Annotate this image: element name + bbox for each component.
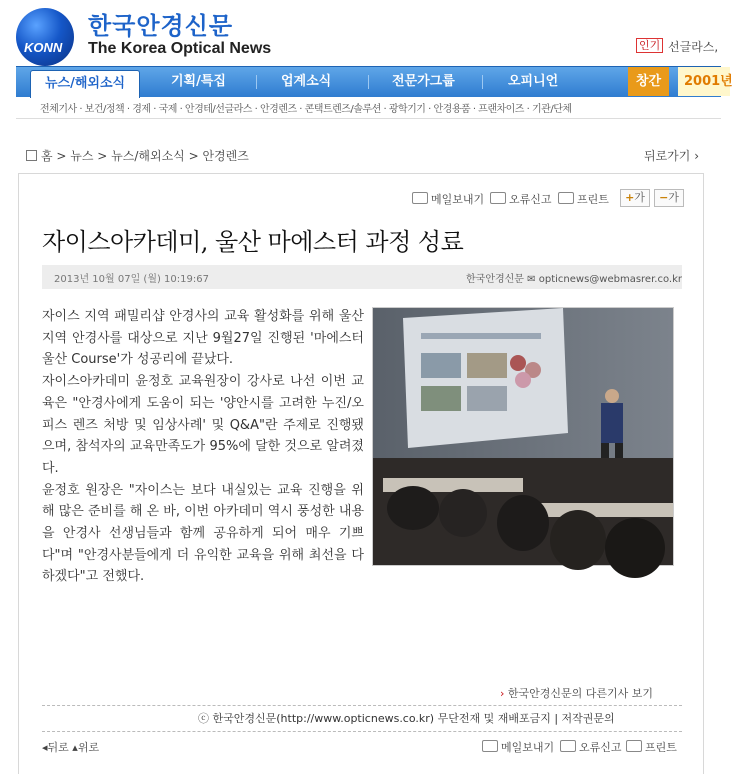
sub-nav-links[interactable]: 전체기사 · 보건/정책 · 경제 · 국제 · 안경테/선글라스 · 안경렌즈 · 콘택트렌즈/솔루션 · 광학기기 · 안경용품 · 프랜차이즈 · 기관/단체: [40, 104, 572, 115]
font-smaller-button[interactable]: [654, 189, 684, 207]
nav-tab-news[interactable]: 뉴스/해외소식: [30, 70, 140, 98]
divider: [16, 118, 721, 119]
nav-divider: [368, 75, 369, 89]
error-report-icon: [560, 740, 576, 752]
site-logo-english[interactable]: The Korea Optical News: [88, 40, 272, 57]
triangle-up-icon: ▴: [72, 741, 78, 754]
article-byline: [466, 270, 682, 285]
article-paragraph: 자이스 지역 패밀리샵 안경사의 교육 활성화를 위해 울산 지역 안경사를 대상으로 지난 9월27일 진행된 '마에스터 울산 Course'가 성공리에 끝났다.: [42, 309, 364, 368]
minus-icon: −: [659, 191, 669, 204]
popular-keyword-link[interactable]: 선글라스,: [668, 40, 719, 54]
bullet-arrow-icon: ›: [500, 687, 505, 700]
breadcrumb-news[interactable]: 뉴스: [70, 149, 94, 163]
article-paragraph: 윤정호 원장은 "자이스는 보다 내실있는 교육 진행을 위해 많은 준비를 해 온 바, 이번 아카데미 역시 풍성한 내용을 안경사 선생님들과 함께 공유하게 되어 매우 기쁘다"며 "안경사분들에게 더 유익한 교육을 위해 최선을 다하겠다"고 전했다.: [42, 482, 364, 585]
article-paragraph: 자이스아카데미 윤정호 교육원장이 강사로 나선 이번 교육은 "안경사에게 도움이 되는 '양안시를 고려한 누진/오피스 렌즈 처방 및 임상사례' 및 Q&A"란 주제로 진행됐으며, 참석자의 교육만족도가 95%에 달한 것으로 알려졌다.: [42, 374, 364, 476]
nav-tab-opinion[interactable]: 오피니언: [508, 74, 559, 89]
popular-badge: 인기: [636, 38, 663, 53]
font-smaller-label: 가: [668, 191, 679, 204]
article-title: 자이스아카데미, 울산 마에스터 과정 성료: [42, 228, 464, 256]
more-articles-link[interactable]: [500, 685, 653, 701]
main-nav: [16, 66, 721, 97]
print-icon: [626, 740, 642, 752]
email-button[interactable]: [412, 191, 484, 207]
go-back-link[interactable]: [644, 147, 699, 164]
breadcrumb: 홈 > 뉴스 > 뉴스/해외소식 > 안경렌즈: [26, 147, 249, 164]
nav-divider: [482, 75, 483, 89]
divider: [42, 705, 682, 706]
print-label: 프린트: [645, 741, 677, 754]
article-photo: [372, 307, 674, 566]
error-report-icon: [490, 192, 506, 204]
go-back-label: 뒤로가기: [644, 149, 691, 163]
print-icon: [558, 192, 574, 204]
font-larger-button[interactable]: [620, 189, 650, 207]
divider: [42, 731, 682, 732]
article-source: 한국안경신문: [466, 274, 524, 285]
triangle-left-icon: ◂: [42, 741, 48, 754]
camera-icon: [482, 740, 498, 752]
breadcrumb-lens[interactable]: 안경렌즈: [202, 149, 249, 163]
copyright-notice: ⓒ 한국안경신문(http://www.opticnews.co.kr) 무단전재 및 재배포금지 | 저작권문의: [198, 712, 615, 725]
article-date: 2013년 10월 07일 (월) 10:19:67: [54, 274, 209, 285]
print-label: 프린트: [577, 193, 609, 206]
logo-emblem[interactable]: [16, 8, 74, 66]
email-label: 메일보내기: [501, 741, 555, 754]
report-label: 오류신고: [509, 193, 552, 206]
print-button[interactable]: [558, 191, 609, 207]
nav-tab-industry[interactable]: 업계소식: [281, 74, 332, 89]
nav-tab-experts[interactable]: 전문가그룹: [392, 74, 455, 89]
nav-tab-features[interactable]: 기획/특집: [171, 74, 226, 89]
report-error-button-bottom[interactable]: [560, 739, 622, 755]
mail-icon: ✉: [527, 274, 536, 285]
report-label: 오류신고: [579, 741, 622, 754]
anniversary-badge[interactable]: 창간: [628, 67, 669, 96]
back-label: 뒤로: [47, 741, 69, 754]
breadcrumb-home[interactable]: 홈: [41, 149, 53, 163]
top-label: 위로: [77, 741, 100, 754]
plus-icon: +: [625, 191, 635, 204]
font-larger-label: 가: [634, 191, 645, 204]
top-button[interactable]: [72, 741, 99, 754]
more-articles-label: 한국안경신문의 다른기사 보기: [507, 687, 654, 700]
reporter-email[interactable]: opticnews@webmasrer.co.kr: [538, 274, 682, 285]
breadcrumb-news-overseas[interactable]: 뉴스/해외소식: [111, 149, 185, 163]
report-error-button[interactable]: [490, 191, 552, 207]
seminar-photo: [373, 308, 673, 565]
nav-divider: [256, 75, 257, 89]
email-label: 메일보내기: [431, 193, 485, 206]
article-body: [42, 306, 364, 588]
site-logo-korean[interactable]: 한국안경신문: [88, 12, 234, 40]
bottom-nav: [42, 739, 99, 755]
email-button-bottom[interactable]: [482, 739, 554, 755]
home-icon[interactable]: [26, 150, 37, 161]
back-button[interactable]: [42, 741, 69, 754]
chevron-right-icon: ›: [694, 149, 700, 163]
camera-icon: [412, 192, 428, 204]
print-button-bottom[interactable]: [626, 739, 677, 755]
anniversary-year[interactable]: 2001년: [678, 67, 730, 96]
logo-emblem-text: KONN: [24, 40, 63, 55]
